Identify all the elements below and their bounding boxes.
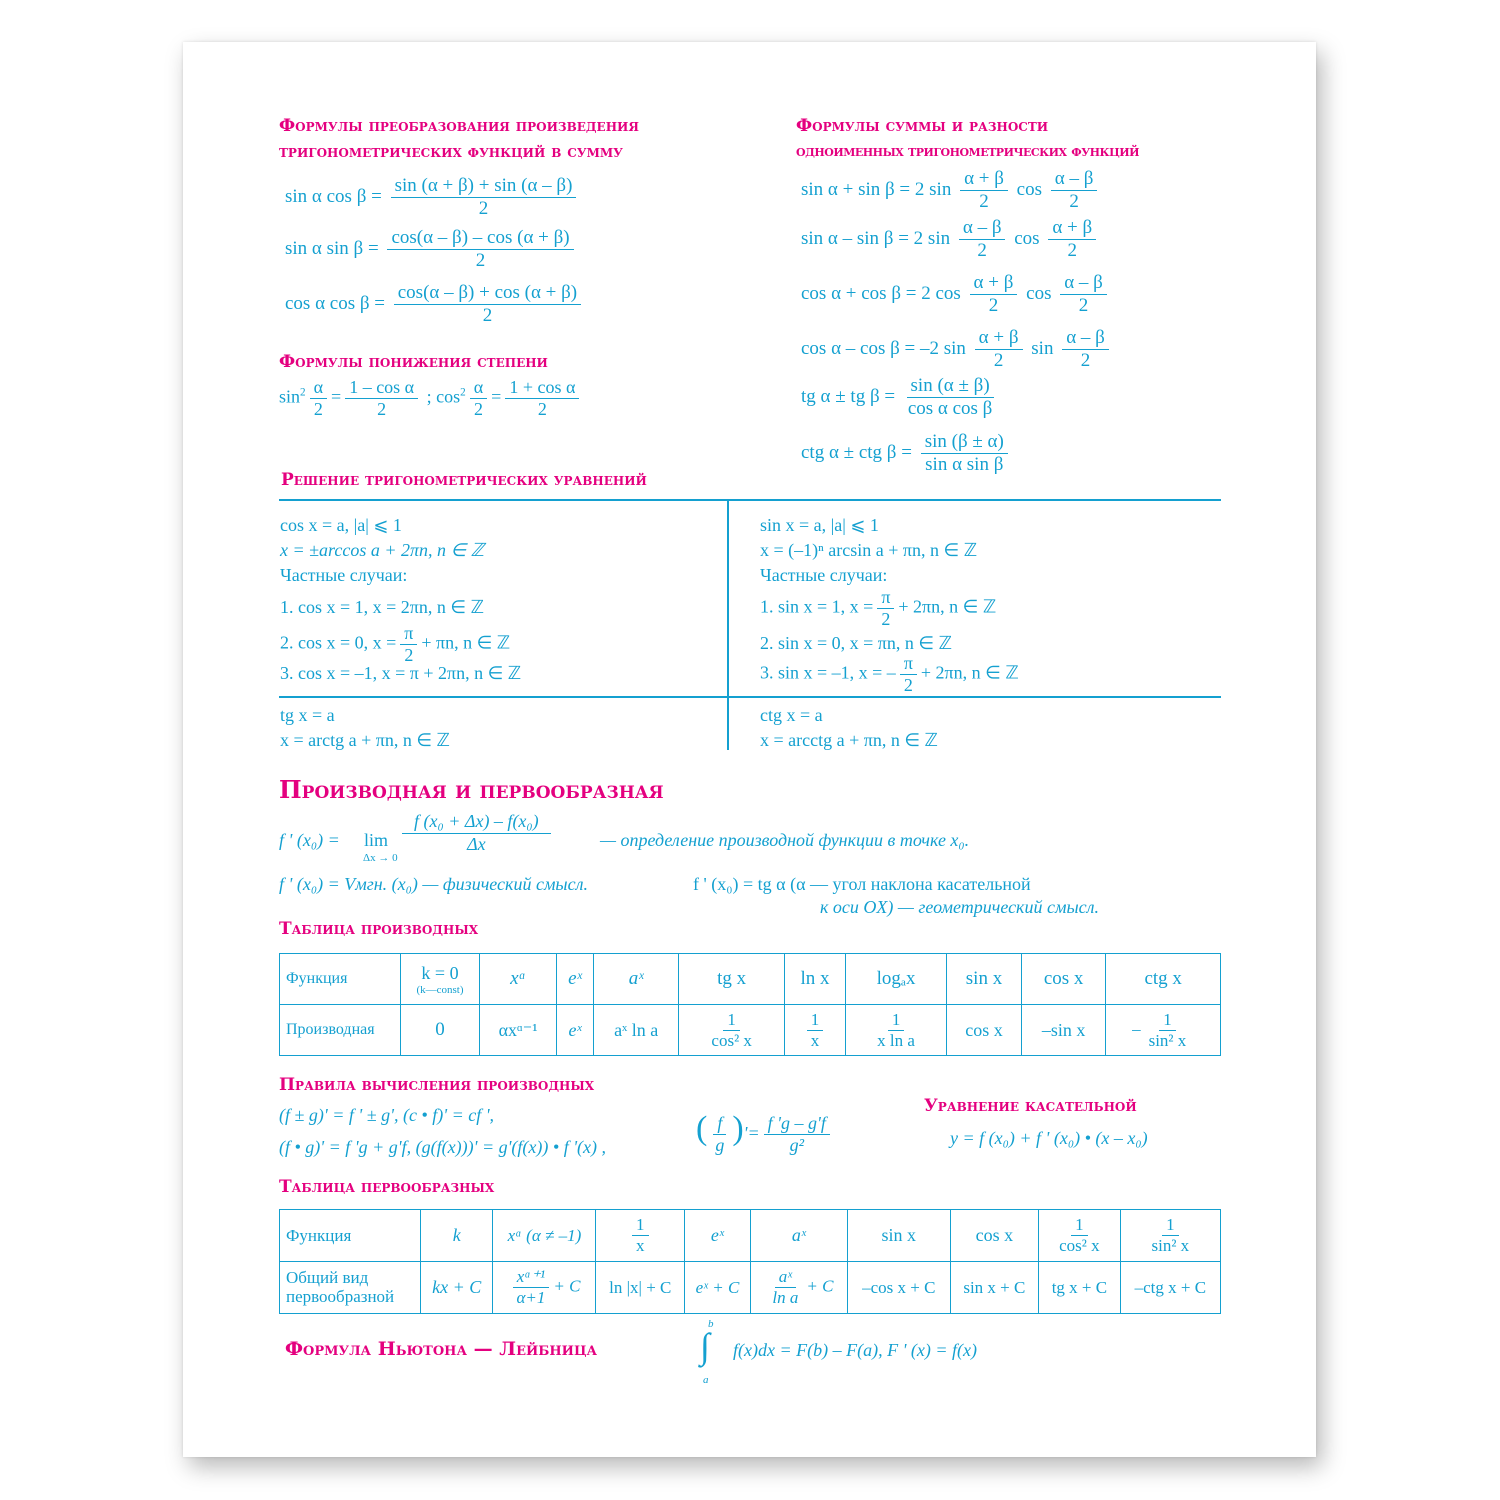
numerator: cos(α – β) + cos (α + β): [394, 283, 581, 305]
deriv-table: [279, 953, 1221, 1056]
rnum: f 'g – g'f: [764, 1114, 830, 1135]
den: cos² x: [711, 1030, 752, 1050]
cell-f: [1039, 1210, 1121, 1262]
cell-f: ctg x: [1106, 954, 1221, 1005]
trig-mid-rule: [279, 696, 1221, 698]
cell-f: eˣ: [557, 954, 594, 1005]
def-text: — определение производной функции в точке x₀.: [600, 830, 970, 850]
cell-f: sin x: [848, 1210, 951, 1262]
num: 1: [888, 1011, 905, 1031]
mid: cos: [1016, 178, 1042, 200]
num: π: [400, 624, 417, 645]
k-sub: (k—const): [416, 983, 464, 996]
cell-a: [493, 1262, 596, 1314]
den-b: 2: [1069, 190, 1079, 212]
den: 2: [404, 644, 414, 665]
num-b: α – β: [1062, 328, 1109, 350]
cell-d: aˣ ln a: [593, 1005, 679, 1056]
cell-a: eˣ + C: [685, 1262, 751, 1314]
cell-f: aˣ: [750, 1210, 847, 1262]
den: sin² x: [1148, 1030, 1187, 1050]
den-a: 2: [979, 190, 989, 212]
ctg-eq-l2: x = arcctg a + πn, n ∈ ℤ: [760, 730, 938, 750]
cell-f: tg x: [679, 954, 784, 1005]
deriv-rules-title: Правила вычисления производных: [279, 1075, 595, 1095]
cell-const: [401, 954, 480, 1005]
cos-arg-den: 2: [473, 398, 483, 419]
post: + 2πn, n ∈ ℤ: [898, 596, 997, 617]
sin-fn: sin: [279, 386, 301, 407]
integral-upper: b: [708, 1318, 714, 1330]
den-b: 2: [1080, 349, 1091, 371]
num: 1: [1162, 1216, 1179, 1236]
lhs: sin α – sin β = 2 sin: [801, 227, 951, 249]
num: 1: [632, 1216, 649, 1236]
sin-eq-l3: Частные случаи:: [760, 565, 888, 585]
sin-eq-c3: [760, 654, 1019, 695]
rules-line-2: (f • g)' = f 'g + g'f, (g(f(x)))' = g'(f(x)) • f '(x) ,: [279, 1137, 607, 1157]
cell-f: [1120, 1210, 1220, 1262]
post: + 2πn, n ∈ ℤ: [920, 662, 1019, 683]
def-lim: lim: [364, 830, 389, 850]
cell-a: sin x + C: [950, 1262, 1038, 1314]
cell-f: cos x: [950, 1210, 1038, 1262]
num-b: α – β: [1051, 169, 1098, 191]
formula-tg-sum: [801, 376, 1000, 419]
antideriv-table-title: Таблица первообразных: [279, 1177, 495, 1197]
formula-cos-cos: [285, 283, 585, 326]
table-row: [280, 1005, 1221, 1056]
den-a: 2: [993, 349, 1004, 371]
formula-ctg-sum: [801, 432, 1012, 475]
cell-d: [784, 1005, 845, 1056]
den: x ln a: [877, 1030, 915, 1050]
mid: cos: [1026, 282, 1052, 304]
sign: –: [1132, 1018, 1141, 1038]
numerator: cos(α – β) – cos (α + β): [387, 228, 573, 250]
lhs: sin α + sin β = 2 sin: [801, 178, 952, 200]
cos-num: 1 + cos α: [505, 378, 579, 399]
tg-eq-l2: x = arctg a + πn, n ∈ ℤ: [280, 730, 450, 750]
def-lim-sub: Δx → 0: [363, 852, 398, 864]
numerator: f (x₀ + Δx) – f(x₀): [402, 812, 551, 834]
table-row: [280, 1210, 1221, 1262]
num-a: α + β: [970, 273, 1018, 295]
formula-sum-sin: [801, 169, 1101, 212]
cell-f: k: [421, 1210, 493, 1262]
rden: g²: [789, 1135, 804, 1156]
sum-diff-title-2: одноименных тригонометрических функций: [796, 142, 1139, 160]
separator: ;: [426, 386, 432, 407]
lhs: cos α + cos β = 2 cos: [801, 282, 961, 304]
num-a: α – β: [959, 218, 1006, 240]
phys-meaning: f ' (x₀) = Vмгн. (x₀) — физический смысл.: [279, 874, 588, 894]
cos-eq-c3: 3. cos x = –1, x = π + 2πn, n ∈ ℤ: [280, 663, 522, 683]
power-reduction-formulas: [279, 378, 583, 419]
table-row: [280, 954, 1221, 1005]
sin-eq-l1: sin x = a, |a| ⩽ 1: [760, 515, 879, 535]
num: π: [877, 588, 894, 609]
geom-meaning-1: f ' (x₀) = tg α (α — угол наклона касательной: [693, 874, 1031, 894]
row-label: Функция: [280, 1210, 421, 1262]
denominator: sin α sin β: [925, 453, 1004, 475]
sin-arg-num: α: [310, 378, 327, 399]
sin-exp: 2: [300, 386, 306, 399]
eq: =: [331, 386, 342, 407]
pre: 2. cos x = 0, x =: [280, 632, 397, 653]
const: + C: [806, 1276, 834, 1296]
den: cos² x: [1059, 1236, 1100, 1255]
sin-eq-c1: [760, 588, 996, 629]
num-a: α + β: [975, 328, 1023, 350]
cell-f: xᵅ: [480, 954, 557, 1005]
mid: cos: [1014, 227, 1040, 249]
cell-f: aˣ: [593, 954, 679, 1005]
num: 1: [807, 1011, 824, 1031]
sin-eq-l2: x = (–1)ⁿ arcsin a + πn, n ∈ ℤ: [760, 540, 978, 560]
den: α+1: [516, 1288, 546, 1307]
rules-line-1: (f ± g)' = f ' ± g', (c • f)' = cf ',: [279, 1105, 495, 1125]
den: 2: [881, 608, 891, 629]
formula-sin-sin: [285, 228, 578, 271]
eq: =: [747, 1123, 760, 1143]
power-reduction-title: Формулы понижения степени: [279, 352, 548, 372]
cell-a: tg x + C: [1039, 1262, 1121, 1314]
lhs: ctg α ± ctg β =: [801, 441, 912, 463]
lhs: cos α – cos β = –2 sin: [801, 337, 966, 359]
cell-a: ln |x| + C: [596, 1262, 685, 1314]
den-a: 2: [988, 294, 999, 316]
deriv-table-title: Таблица производных: [279, 919, 479, 939]
den: x: [636, 1236, 645, 1255]
den-a: 2: [977, 239, 987, 261]
num: 1: [723, 1011, 740, 1031]
integral-lower: a: [703, 1374, 709, 1386]
cell-a: –ctg x + C: [1120, 1262, 1220, 1314]
cell-f: xᵅ (α ≠ –1): [493, 1210, 596, 1262]
cell-d: [1106, 1005, 1221, 1056]
den-b: 2: [1067, 239, 1077, 261]
ctg-eq-l1: ctg x = a: [760, 705, 823, 725]
num: 1: [1159, 1011, 1176, 1031]
denominator: 2: [482, 304, 493, 326]
cell-d: eˣ: [557, 1005, 594, 1056]
const: + C: [553, 1276, 581, 1296]
label-1: Общий вид: [286, 1267, 369, 1287]
lhs: sin α cos β =: [285, 185, 382, 207]
trig-top-rule: [279, 499, 1221, 501]
cos-eq-l3: Частные случаи:: [280, 565, 408, 585]
cell-f: [596, 1210, 685, 1262]
newton-formula: f(x)dx = F(b) – F(a), F ' (x) = f(x): [733, 1340, 978, 1360]
cell-f: logₐx: [846, 954, 947, 1005]
num-b: α + β: [1048, 218, 1096, 240]
sin-num: 1 – cos α: [345, 378, 418, 399]
cell-f: cos x: [1021, 954, 1106, 1005]
formula-diff-cos: [801, 328, 1113, 371]
sum-diff-title-1: Формулы суммы и разности: [796, 116, 1049, 136]
newton-leibniz-title: Формула Ньютона — Лейбница: [285, 1338, 598, 1360]
derivative-title: Производная и первообразная: [279, 775, 664, 804]
den: x: [810, 1030, 820, 1050]
k-top: k = 0: [421, 962, 459, 983]
trig-equations-title: Решение тригонометрических уравнений: [281, 470, 647, 490]
cell-d: cos x: [947, 1005, 1022, 1056]
lhs: sin α sin β =: [285, 237, 379, 259]
numerator: sin (β ± α): [921, 432, 1008, 454]
den: ln a: [772, 1288, 799, 1307]
sin-arg-den: 2: [313, 398, 323, 419]
row-label: Функция: [280, 954, 401, 1005]
mid: sin: [1031, 337, 1054, 359]
lhs: cos α cos β =: [285, 292, 385, 314]
num: π: [900, 654, 917, 675]
formula-sin-cos: [285, 176, 580, 219]
cos-den: 2: [537, 398, 547, 419]
formula-sum-cos: [801, 273, 1111, 316]
cell-a: [750, 1262, 847, 1314]
product-to-sum-title-1: Формулы преобразования произведения: [279, 116, 639, 136]
cos-eq-c1: 1. cos x = 1, x = 2πn, n ∈ ℤ: [280, 597, 484, 617]
antideriv-table: [279, 1209, 1221, 1314]
numerator: sin (α ± β): [907, 376, 994, 398]
num: aˣ: [775, 1268, 796, 1288]
integral-sign: ∫: [700, 1326, 710, 1366]
denominator: 2: [478, 197, 489, 219]
tg-eq-l1: tg x = a: [280, 705, 335, 725]
den: sin² x: [1151, 1236, 1190, 1255]
den: 2: [903, 674, 913, 695]
num: f: [713, 1114, 726, 1135]
row-label: Производная: [280, 1005, 401, 1056]
table-row: [280, 1262, 1221, 1314]
lhs: tg α ± tg β =: [801, 385, 896, 407]
cell-d: [846, 1005, 947, 1056]
def-frac: [402, 812, 551, 854]
denominator: 2: [475, 249, 486, 271]
sin-eq-c2: 2. sin x = 0, x = πn, n ∈ ℤ: [760, 633, 952, 653]
num: xᵅ⁺¹: [513, 1268, 549, 1288]
denominator: cos α cos β: [907, 397, 993, 419]
num: 1: [1071, 1216, 1088, 1236]
quotient-rule: ( $\frac{f}{g}$ )'= $\frac{f 'g - g'f}{\text{g²}}$: [696, 1110, 834, 1155]
num-b: α – β: [1060, 273, 1107, 295]
cell-f: sin x: [947, 954, 1022, 1005]
tangent-formula: y = f (x₀) + f ' (x₀) • (x – x₀): [950, 1128, 1148, 1148]
pre: 3. sin x = –1, x = –: [760, 662, 896, 683]
trig-vertical-rule: [727, 500, 729, 750]
geom-meaning-2: к оси OX) — геометрический смысл.: [820, 897, 1099, 917]
cos-fn: cos: [436, 386, 461, 407]
cell-f: eˣ: [685, 1210, 751, 1262]
cell-d: αxᵅ⁻¹: [480, 1005, 557, 1056]
den: g: [715, 1135, 725, 1156]
pre: 1. sin x = 1, x =: [760, 596, 874, 617]
def-lhs: f ' (x₀) =: [279, 830, 340, 850]
cell-a: –cos x + C: [848, 1262, 951, 1314]
cell-d: –sin x: [1021, 1005, 1106, 1056]
cell-f: ln x: [784, 954, 845, 1005]
sin-den: 2: [377, 398, 387, 419]
label-2: первообразной: [286, 1286, 395, 1306]
tangent-title: Уравнение касательной: [924, 1096, 1137, 1116]
cos-eq-c2: [280, 624, 510, 665]
cos-arg-num: α: [470, 378, 487, 399]
cell-a: kx + C: [421, 1262, 493, 1314]
cos-eq-l2: x = ±arccos a + 2πn, n ∈ ℤ: [280, 540, 485, 560]
product-to-sum-title-2: тригонометрических функций в сумму: [279, 142, 623, 162]
row-label: [280, 1262, 421, 1314]
cos-exp: 2: [460, 386, 466, 399]
formula-diff-sin: [801, 218, 1100, 261]
denominator: Δx: [467, 833, 486, 854]
numerator: sin (α + β) + sin (α – β): [391, 176, 577, 198]
cell-d: [679, 1005, 784, 1056]
cos-eq-l1: cos x = a, |a| ⩽ 1: [280, 515, 402, 535]
den-b: 2: [1078, 294, 1089, 316]
eq: =: [491, 386, 502, 407]
post: + πn, n ∈ ℤ: [421, 632, 511, 653]
cell-d: 0: [401, 1005, 480, 1056]
num-a: α + β: [960, 169, 1008, 191]
